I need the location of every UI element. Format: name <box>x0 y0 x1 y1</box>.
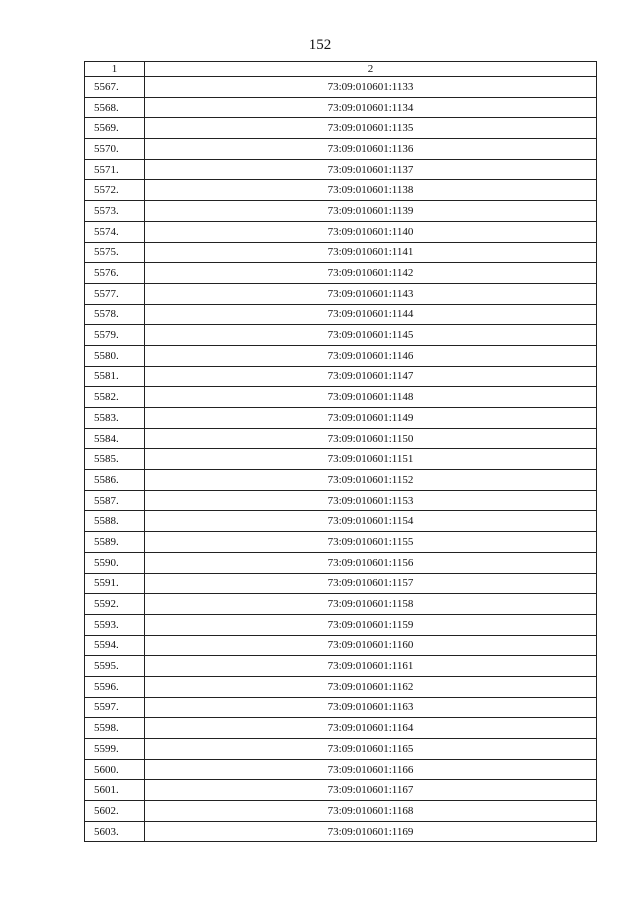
table-row <box>85 801 597 822</box>
cadastral-number: 73:09:010601:1150 <box>145 428 597 449</box>
cadastral-number: 73:09:010601:1158 <box>145 594 597 615</box>
cadastral-number: 73:09:010601:1157 <box>145 573 597 594</box>
cadastral-number: 73:09:010601:1136 <box>145 139 597 160</box>
cadastral-number: 73:09:010601:1152 <box>145 470 597 491</box>
table-row <box>85 759 597 780</box>
header-column-1: 1 <box>85 62 145 77</box>
row-number: 5577. <box>85 283 145 304</box>
cadastral-number: 73:09:010601:1148 <box>145 387 597 408</box>
table-row <box>85 201 597 222</box>
cadastral-number: 73:09:010601:1160 <box>145 635 597 656</box>
table-body <box>85 77 597 842</box>
cadastral-number: 73:09:010601:1149 <box>145 408 597 429</box>
table-row <box>85 511 597 532</box>
row-number: 5573. <box>85 201 145 222</box>
cadastral-number: 73:09:010601:1156 <box>145 552 597 573</box>
table-row <box>85 366 597 387</box>
table-row <box>85 718 597 739</box>
table-row <box>85 552 597 573</box>
table-row <box>85 573 597 594</box>
cadastral-number: 73:09:010601:1161 <box>145 656 597 677</box>
table-row <box>85 221 597 242</box>
cadastral-registry-table <box>84 61 597 842</box>
cadastral-number: 73:09:010601:1168 <box>145 801 597 822</box>
cadastral-number: 73:09:010601:1143 <box>145 283 597 304</box>
table-row <box>85 159 597 180</box>
table-row <box>85 263 597 284</box>
row-number: 5600. <box>85 759 145 780</box>
table-row <box>85 118 597 139</box>
table-row <box>85 449 597 470</box>
row-number: 5579. <box>85 325 145 346</box>
table-row <box>85 594 597 615</box>
table-row <box>85 635 597 656</box>
cadastral-number: 73:09:010601:1133 <box>145 77 597 98</box>
cadastral-number: 73:09:010601:1165 <box>145 739 597 760</box>
cadastral-number: 73:09:010601:1135 <box>145 118 597 139</box>
row-number: 5593. <box>85 614 145 635</box>
row-number: 5587. <box>85 490 145 511</box>
row-number: 5582. <box>85 387 145 408</box>
table-row <box>85 614 597 635</box>
row-number: 5590. <box>85 552 145 573</box>
cadastral-number: 73:09:010601:1154 <box>145 511 597 532</box>
table-row <box>85 739 597 760</box>
row-number: 5575. <box>85 242 145 263</box>
cadastral-number: 73:09:010601:1166 <box>145 759 597 780</box>
row-number: 5576. <box>85 263 145 284</box>
table-row <box>85 780 597 801</box>
cadastral-number: 73:09:010601:1142 <box>145 263 597 284</box>
header-column-2: 2 <box>145 62 597 77</box>
row-number: 5588. <box>85 511 145 532</box>
table-row <box>85 821 597 842</box>
table-row <box>85 77 597 98</box>
table-row <box>85 656 597 677</box>
row-number: 5594. <box>85 635 145 656</box>
table-row <box>85 408 597 429</box>
table-header <box>85 62 597 77</box>
table-row <box>85 345 597 366</box>
cadastral-number: 73:09:010601:1159 <box>145 614 597 635</box>
row-number: 5584. <box>85 428 145 449</box>
row-number: 5603. <box>85 821 145 842</box>
cadastral-number: 73:09:010601:1151 <box>145 449 597 470</box>
row-number: 5572. <box>85 180 145 201</box>
table-row <box>85 490 597 511</box>
header-row <box>85 62 597 77</box>
page-number: 152 <box>308 37 332 53</box>
row-number: 5601. <box>85 780 145 801</box>
table-row <box>85 470 597 491</box>
row-number: 5595. <box>85 656 145 677</box>
table-row <box>85 387 597 408</box>
cadastral-number: 73:09:010601:1153 <box>145 490 597 511</box>
cadastral-number: 73:09:010601:1145 <box>145 325 597 346</box>
cadastral-number: 73:09:010601:1155 <box>145 532 597 553</box>
cadastral-number: 73:09:010601:1134 <box>145 97 597 118</box>
row-number: 5599. <box>85 739 145 760</box>
row-number: 5592. <box>85 594 145 615</box>
row-number: 5568. <box>85 97 145 118</box>
cadastral-number: 73:09:010601:1139 <box>145 201 597 222</box>
table-row <box>85 180 597 201</box>
row-number: 5602. <box>85 801 145 822</box>
row-number: 5569. <box>85 118 145 139</box>
row-number: 5597. <box>85 697 145 718</box>
cadastral-number: 73:09:010601:1164 <box>145 718 597 739</box>
table-row <box>85 304 597 325</box>
cadastral-number: 73:09:010601:1163 <box>145 697 597 718</box>
row-number: 5596. <box>85 676 145 697</box>
row-number: 5583. <box>85 408 145 429</box>
cadastral-number: 73:09:010601:1140 <box>145 221 597 242</box>
table-row <box>85 97 597 118</box>
row-number: 5589. <box>85 532 145 553</box>
cadastral-number: 73:09:010601:1169 <box>145 821 597 842</box>
row-number: 5598. <box>85 718 145 739</box>
table-row <box>85 242 597 263</box>
table-row <box>85 325 597 346</box>
cadastral-number: 73:09:010601:1144 <box>145 304 597 325</box>
cadastral-number: 73:09:010601:1141 <box>145 242 597 263</box>
row-number: 5591. <box>85 573 145 594</box>
table-row <box>85 283 597 304</box>
table-row <box>85 532 597 553</box>
cadastral-number: 73:09:010601:1147 <box>145 366 597 387</box>
cadastral-number: 73:09:010601:1137 <box>145 159 597 180</box>
cadastral-number: 73:09:010601:1146 <box>145 345 597 366</box>
table-row <box>85 676 597 697</box>
row-number: 5571. <box>85 159 145 180</box>
row-number: 5567. <box>85 77 145 98</box>
row-number: 5585. <box>85 449 145 470</box>
cadastral-number: 73:09:010601:1138 <box>145 180 597 201</box>
row-number: 5570. <box>85 139 145 160</box>
row-number: 5586. <box>85 470 145 491</box>
row-number: 5574. <box>85 221 145 242</box>
table-row <box>85 428 597 449</box>
table-row <box>85 139 597 160</box>
row-number: 5581. <box>85 366 145 387</box>
cadastral-number: 73:09:010601:1162 <box>145 676 597 697</box>
row-number: 5578. <box>85 304 145 325</box>
cadastral-number: 73:09:010601:1167 <box>145 780 597 801</box>
table-row <box>85 697 597 718</box>
row-number: 5580. <box>85 345 145 366</box>
